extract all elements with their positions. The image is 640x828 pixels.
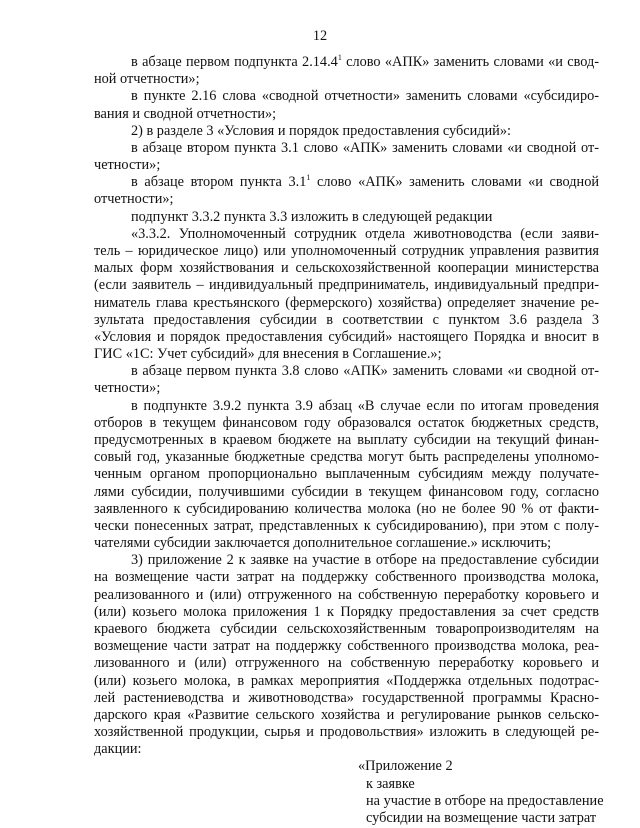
text-line: хозяйственной продукции, сырья и продовольствия» изложить в следующей ре- <box>94 724 599 740</box>
appendix-heading: «Приложение 2 <box>358 758 453 774</box>
text-line: в абзаце втором пункта $3.1^1$ слово «АПК» заменить словами «и сводной <box>131 173 599 190</box>
text-line: ГИС «1С: Учет субсидий» для внесения в Соглашение.»; <box>94 346 442 362</box>
text-line: возмещение части затрат на поддержку собственного производства молока, реа- <box>94 638 599 654</box>
text-line: ной отчетности»; <box>94 71 200 87</box>
text-line: четности»; <box>94 380 161 396</box>
text-line: 3) приложение 2 к заявке на участие в отборе на предоставление субсидии <box>131 552 599 568</box>
text-line: «3.3.2. Уполномоченный сотрудник отдела животноводства (если заяви- <box>131 226 599 242</box>
text-line: совый год, указанные бюджетные средства могут быть распределены уполномо- <box>94 449 599 465</box>
text-line: 2) в разделе 3 «Условия и порядок предоставления субсидий»: <box>131 123 511 139</box>
text-line: в абзаце первом подпункта 2.14.4$^1$ слово «АПК» заменить словами «и свод- <box>131 53 599 70</box>
appendix-heading-line: к заявке <box>366 776 415 792</box>
text-line: в пункте 2.16 слова «сводной отчетности» заменить словами «субсидиро- <box>131 88 599 104</box>
text-line: тель – юридическое лицо) или уполномоченный сотрудник управления развития <box>94 243 599 259</box>
text-line: ченным органом пропорционально выплаченным субсидиям между получате- <box>94 466 599 482</box>
text-line: (или) козьего молока приложения 1 к Порядку предоставления за счет средств <box>94 604 599 620</box>
text-line: (если заявитель – индивидуальный предприниматель, индивидуальный предпри- <box>94 277 599 293</box>
text-line: ниматель глава крестьянского (фермерского) хозяйства) определяет значение ре- <box>94 295 599 311</box>
text-line: реализованного и (или) отгруженного на собственную переработку коровьего и <box>94 587 599 603</box>
text-line: дарского края «Развитие сельского хозяйства и регулирование рынков сельско- <box>94 707 599 723</box>
text-line: в абзаце втором пункта 3.1 слово «АПК» заменить словами «и сводной от- <box>131 140 599 156</box>
text-line: предусмотренных в краевом бюджете на выплату субсидии на текущий финан- <box>94 432 599 448</box>
text-line: отборов в текущем финансовом году образовался остаток бюджетных средств, <box>94 415 599 431</box>
page-number: 12 <box>312 28 328 44</box>
text-line: подпункт 3.3.2 пункта 3.3 изложить в следующей редакции <box>131 209 493 225</box>
text-line: чески понесенных затрат, представленных к субсидированию), при этом с полу- <box>94 518 599 534</box>
text-line: дакции: <box>94 741 142 757</box>
text-line: «Условия и порядок предоставления субсидий» настоящего Порядка и вносит в <box>94 329 599 345</box>
text-line: лями субсидии, получившими субсидии в текущем финансовом году, согласно <box>94 484 599 500</box>
text-line: малых форм хозяйствования и сельскохозяйственной кооперации министерства <box>94 260 599 276</box>
text-line: отчетности»; <box>94 191 174 207</box>
text-line: зультата предоставления субсидии в соответствии с пунктом 3.6 раздела 3 <box>94 312 599 328</box>
text-line: четности»; <box>94 157 161 173</box>
text-line: в абзаце первом пункта 3.8 слово «АПК» заменить словами «и сводной от- <box>131 363 599 379</box>
appendix-heading-line: на участие в отборе на предоставление <box>366 793 604 809</box>
text-line: в подпункте 3.9.2 пункта 3.9 абзац «В случае если по итогам проведения <box>131 398 599 414</box>
appendix-heading-line: субсидии на возмещение части затрат <box>366 810 597 826</box>
text-line: (или) козьего молока, в рамках мероприятия «Поддержка отдельных подотрас- <box>94 673 599 689</box>
text-line: лизованного и (или) отгруженного на собственную переработку коровьего и <box>94 655 599 671</box>
text-line: лей растениеводства и животноводства» государственной программы Красно- <box>94 690 599 706</box>
text-line: заявленного к субсидированию количества молока (но не более 90 % от факти- <box>94 501 599 517</box>
text-line: на возмещение части затрат на поддержку собственного производства молока, <box>94 569 599 585</box>
text-line: краевого бюджета субсидии сельскохозяйственным товаропроизводителям на <box>94 621 599 637</box>
text-line: чателями субсидии заключается дополнительное соглашение.» исключить; <box>94 535 552 551</box>
text-line: вания и сводной отчетности»; <box>94 106 277 122</box>
